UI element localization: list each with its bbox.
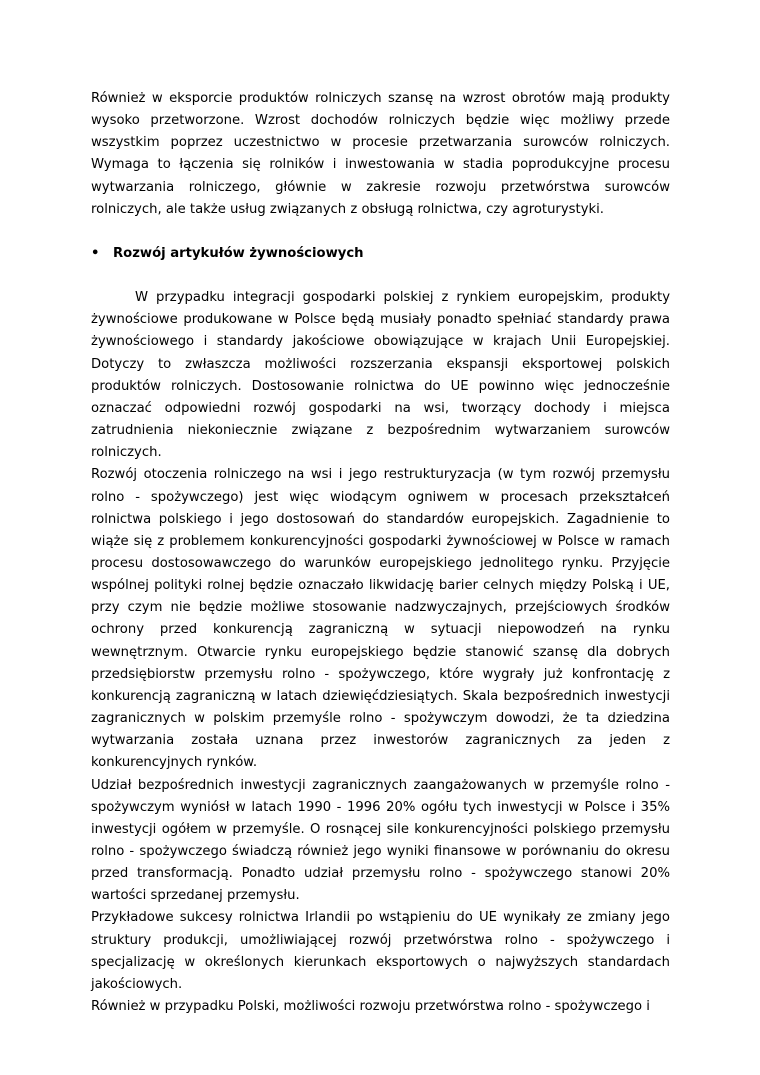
section-heading [91, 243, 670, 265]
bullet-icon: • [91, 245, 100, 261]
paragraph-ireland-example: Przykładowe sukcesy rolnictwa Irlandii po wstąpieniu do UE wynikały ze zmiany jego struktury produkcji, umożliwiającej rozwój przetwórstwa rolno - spożywczego i specjalizację w określonych kierunkach eksportowych o najwyższych standardach jakościowych. [91, 910, 670, 992]
section-heading-text: Rozwój artykułów żywnościowych [113, 245, 364, 261]
paragraph-eu-integration: W przypadku integracji gospodarki polskiej z rynkiem europejskim, produkty żywnościowe produkowane w Polsce będą musiały ponadto spełniać standardy prawa żywnościowego i standardy jakościowe obowiązujące w krajach Unii Europejskiej. Dotyczy to zwłaszcza możliwości rozszerzania ekspansji eksportowej polskich produktów rolniczych. Dostosowanie rolnictwa do UE powinno więc jednocześnie oznaczać odpowiedni rozwój gospodarki na wsi, tworzący dochody i miejsca zatrudnienia niekoniecznie związane z bezpośrednim wytwarzaniem surowców rolniczych. [91, 290, 670, 461]
paragraph-rural-environment: Rozwój otoczenia rolniczego na wsi i jego restrukturyzacja (w tym rozwój przemysłu rolno - spożywczego) jest więc wiodącym ogniwem w procesach przekształceń rolnictwa polskiego i jego dostosowań do standardów europejskich. Zagadnienie to wiąże się z problemem konkurencyjności gospodarki żywnościowej w Polsce w ramach procesu dostosowawczego do warunków europejskiego jednolitego rynku. Przyjęcie wspólnej polityki rolnej będzie oznaczało likwidację barier celnych między Polską i UE, przy czym nie będzie możliwe stosowanie nadzwyczajnych, przejściowych środków ochrony przed konkurencją zagraniczną w sytuacji niepowodzeń na rynku wewnętrznym. Otwarcie rynku europejskiego będzie stanowić szansę dla dobrych przedsiębiorstw przemysłu rolno - spożywczego, które wygrały już konfrontację z konkurencją zagraniczną w latach dziewięćdziesiątych. Skala bezpośrednich inwestycji zagranicznych w polskim przemyśle rolno - spożywczym dowodzi, że ta dziedzina wytwarzania została uznana przez inwestorów zagranicznych za jeden z konkurencyjnych rynków. [91, 467, 670, 771]
paragraph-poland-processing: Również w przypadku Polski, możliwości rozwoju przetwórstwa rolno - spożywczego i [91, 999, 650, 1015]
paragraph-foreign-investment: Udział bezpośrednich inwestycji zagranicznych zaangażowanych w przemyśle rolno - spożywczym wyniósł w latach 1990 - 1996 20% ogółu tych inwestycji w Polsce i 35% inwestycji ogółem w przemyśle. O rosnącej sile konkurencyjności polskiego przemysłu rolno - spożywczego świadczą również jego wyniki finansowe w porównaniu do okresu przed transformacją. Ponadto udział przemysłu rolno - spożywczego stanowi 20% wartości sprzedanej przemysłu. [91, 777, 670, 904]
document-body [91, 88, 670, 1018]
paragraph-export-products: Również w eksporcie produktów rolniczych szansę na wzrost obrotów mają produkty wysoko przetworzone. Wzrost dochodów rolniczych będzie więc możliwy przede wszystkim poprzez uczestnictwo w procesie przetwarzania surowców rolniczych. Wymaga to łączenia się rolników i inwestowania w stadia poprodukcyjne procesu wytwarzania rolniczego, głównie w zakresie rozwoju przetwórstwa surowców rolniczych, ale także usług związanych z obsługą rolnictwa, czy agroturystyki. [91, 91, 670, 217]
